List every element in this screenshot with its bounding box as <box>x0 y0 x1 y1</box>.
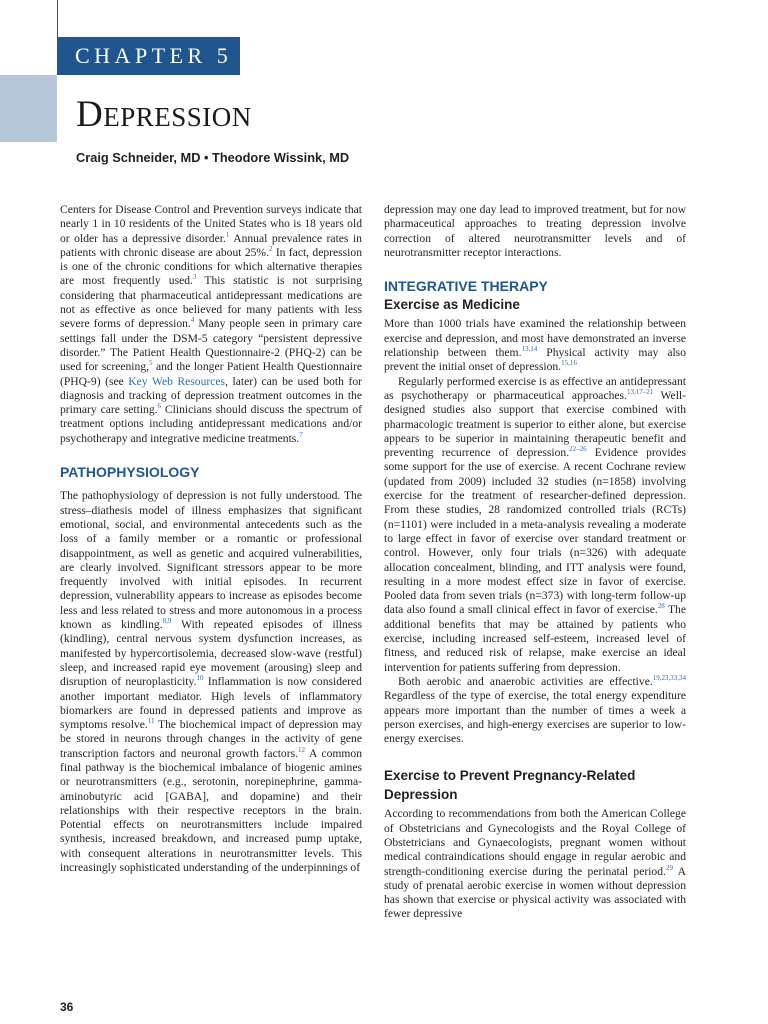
text-run: Evidence provides some support for the use of exercise. A recent Cochrane review (updated from 2009) included 32 studies (n=1858) involving exercise for the treatment of researcher-defined depression. From these studies, 28 randomized controlled trials (RCTs) (n=1101) were included in a meta-analysis revealing a moderate to large effect in favor of exercise over standard treatment or control. However, only four trials (n=326) with adequate allocation concealment, blinding, and ITT analysis were found, resulting in a more modest effect size in favor of exercise. Pooled data from seven trials (n=373) with long-term follow-up data also found a small clinical effect in favor of exercise. <box>384 446 686 617</box>
text-run: Both aerobic and anaerobic activities are effective. <box>398 674 653 688</box>
citation-ref: 11 <box>147 717 155 726</box>
exercise-paragraph-1 <box>384 317 686 374</box>
text-run: Well-designed studies also support that exercise combined with pharmacologic treatment is superior to either alone, but exercise appears to be superior in maintaining therapeutic benefit and preventing recurrence of depression. <box>384 388 686 460</box>
pathophysiology-paragraph <box>60 489 362 875</box>
text-run: More than 1000 trials have examined the relationship between exercise and depression, and most have demonstrated an inverse relationship between them. <box>384 317 686 360</box>
text-run: A common final pathway is the biochemical imbalance of biogenic amines or neurotransmitters (e.g., serotonin, norepinephrine, gamma-aminobutyric acid [GABA], and dopamine) and their relationships with their respective receptors in the brain. Potential effects on neurotransmitters include impaired synthesis, increased breakdown, and increased pump uptake, with consequent alterations in neurotransmitter levels. This increasingly sophisticated understanding of the underpinnings of <box>60 746 362 875</box>
citation-ref: 7 <box>299 430 303 439</box>
chapter-label: CHAPTER 5 <box>75 43 233 68</box>
text-run: Centers for Disease Control and Prevention surveys indicate that nearly 1 in 10 residents of the United States who is 18 years old or older has a depressive disorder. <box>60 203 362 245</box>
text-run: According to recommendations from both the American College of Obstetricians and Gynecologists and the Royal College of Obstetricians and Gynaecologists, pregnant women without medical contraindications should engage in regular aerobic and strength-conditioning exercise during the perinatal period. <box>384 807 686 878</box>
citation-ref: 5 <box>149 359 153 368</box>
citation-ref: 28 <box>657 602 665 611</box>
text-run: In fact, depression is one of the chronic conditions for which alternative therapies are most frequently used. <box>60 245 362 288</box>
citation-ref: 12 <box>298 745 306 754</box>
text-run: Clinicians should discuss the spectrum of treatment options including antidepressant medications and/or psychotherapy and integrative medicine treatments. <box>60 403 362 445</box>
pregnancy-paragraph <box>384 807 686 921</box>
text-run: A study of prenatal aerobic exercise in women without depression has shown that exercise or physical activity was associated with fewer depressive <box>384 864 686 921</box>
citation-ref: 10 <box>196 674 204 683</box>
text-run: and the longer Patient Health Questionnaire (PHQ-9) (see <box>60 360 362 388</box>
citation-ref: 15,16 <box>561 359 577 368</box>
page-number: 36 <box>60 1000 74 1014</box>
citation-ref: 13,14 <box>521 345 538 354</box>
title-rest: EPRESSION <box>103 102 252 132</box>
intro-paragraph <box>60 203 362 446</box>
citation-ref: 13,17–21 <box>626 388 654 397</box>
citation-ref: 2 <box>268 245 273 254</box>
right-column <box>384 203 686 922</box>
citation-ref: 4 <box>190 316 195 325</box>
chapter-title <box>76 96 252 133</box>
citation-ref: 3 <box>192 273 197 282</box>
continued-paragraph <box>384 203 686 260</box>
text-run: Annual prevalence rates in patients with chronic disease are about 25%. <box>60 231 362 259</box>
author-line: Craig Schneider, MD • Theodore Wissink, MD <box>76 150 350 165</box>
title-initial: D <box>76 94 104 135</box>
text-run: Inflammation is now considered another important mediator. High levels of inflammatory biomarkers are found in depressed patients and improve as symptoms resolve. <box>60 675 362 732</box>
citation-ref: 22–26 <box>569 445 587 454</box>
text-run: , later) can be used both for diagnosis and tracking of depression treatment outcomes in the primary care setting. <box>60 374 362 417</box>
text-run: Regardless of the type of exercise, the total energy expenditure appears more important than the number of times a week a person exercises, and high-energy exercises are superior to low-energy exercises. <box>384 689 686 746</box>
citation-ref: 29 <box>665 863 673 872</box>
text-run: depression may one day lead to improved treatment, but for now pharmaceutical approaches to treating depression involve correction of altered neurotransmitter levels and of neurotransmitter receptor interactions. <box>384 203 686 259</box>
chapter-banner <box>57 37 240 75</box>
exercise-paragraph-3 <box>384 675 686 746</box>
integrative-therapy-heading: INTEGRATIVE THERAPY <box>384 278 548 295</box>
pregnancy-depression-heading: Exercise to Prevent Pregnancy-Related Depression <box>384 768 636 803</box>
citation-ref: 6 <box>157 402 162 411</box>
pathophysiology-heading: PATHOPHYSIOLOGY <box>60 464 200 481</box>
citation-ref: 19,23,33,34 <box>652 674 686 683</box>
citation-ref: 8,9 <box>162 617 172 626</box>
exercise-as-medicine-heading: Exercise as Medicine <box>384 297 520 313</box>
text-run: The pathophysiology of depression is not fully understood. The stress–diathesis model of illness emphasizes that significant emotional, social, and environmental antecedents such as the loss of a family member or a romantic or professional disappointment, as well as genetic and acquired vulnerabilities, are clearly involved. Significant stressors appear to be more frequently involved with initial episodes. In recurrent depression, vulnerability appears to increase as episodes become less and less related to stress and more autonomous in a process known as kindling. <box>60 489 362 632</box>
left-column <box>60 203 362 875</box>
text-run: Physical activity may also prevent the initial onset of depression. <box>384 346 686 374</box>
chapter-tab-decoration <box>0 75 57 142</box>
key-web-resources-link[interactable]: Key Web Resources <box>128 374 226 388</box>
text-run: With repeated episodes of illness (kindling), central nervous system dysfunction increases, as manifested by hypercortisolemia, decreased slow-wave (restful) sleep, and increased rapid eye movement (arousing) sleep and disruption of neuroplasticity. <box>60 618 362 689</box>
text-run: The additional benefits that may be attained by patients who exercise, including increased self-esteem, increased level of fitness, and reduced risk of relapse, make exercise an ideal intervention for patients suffering from depression. <box>384 603 686 674</box>
text-run: This statistic is not surprising considering that pharmaceutical antidepressant medications are not as effective as once believed for many patients with less severe forms of depression. <box>60 274 362 331</box>
text-run: Regularly performed exercise is as effective an antidepressant as psychotherapy or pharmaceutical approaches. <box>384 374 686 402</box>
text-run: The biochemical impact of depression may be stored in neurons through changes in the activity of gene transcription factors and neuronal growth factors. <box>60 718 362 760</box>
text-run: Many people seen in primary care settings fall under the DSM-5 category “persistent depressive disorder.” The Patient Health Questionnaire-2 (PHQ-2) can be used for screening, <box>60 317 362 374</box>
citation-ref: 1 <box>225 230 230 239</box>
exercise-paragraph-2 <box>384 375 686 675</box>
